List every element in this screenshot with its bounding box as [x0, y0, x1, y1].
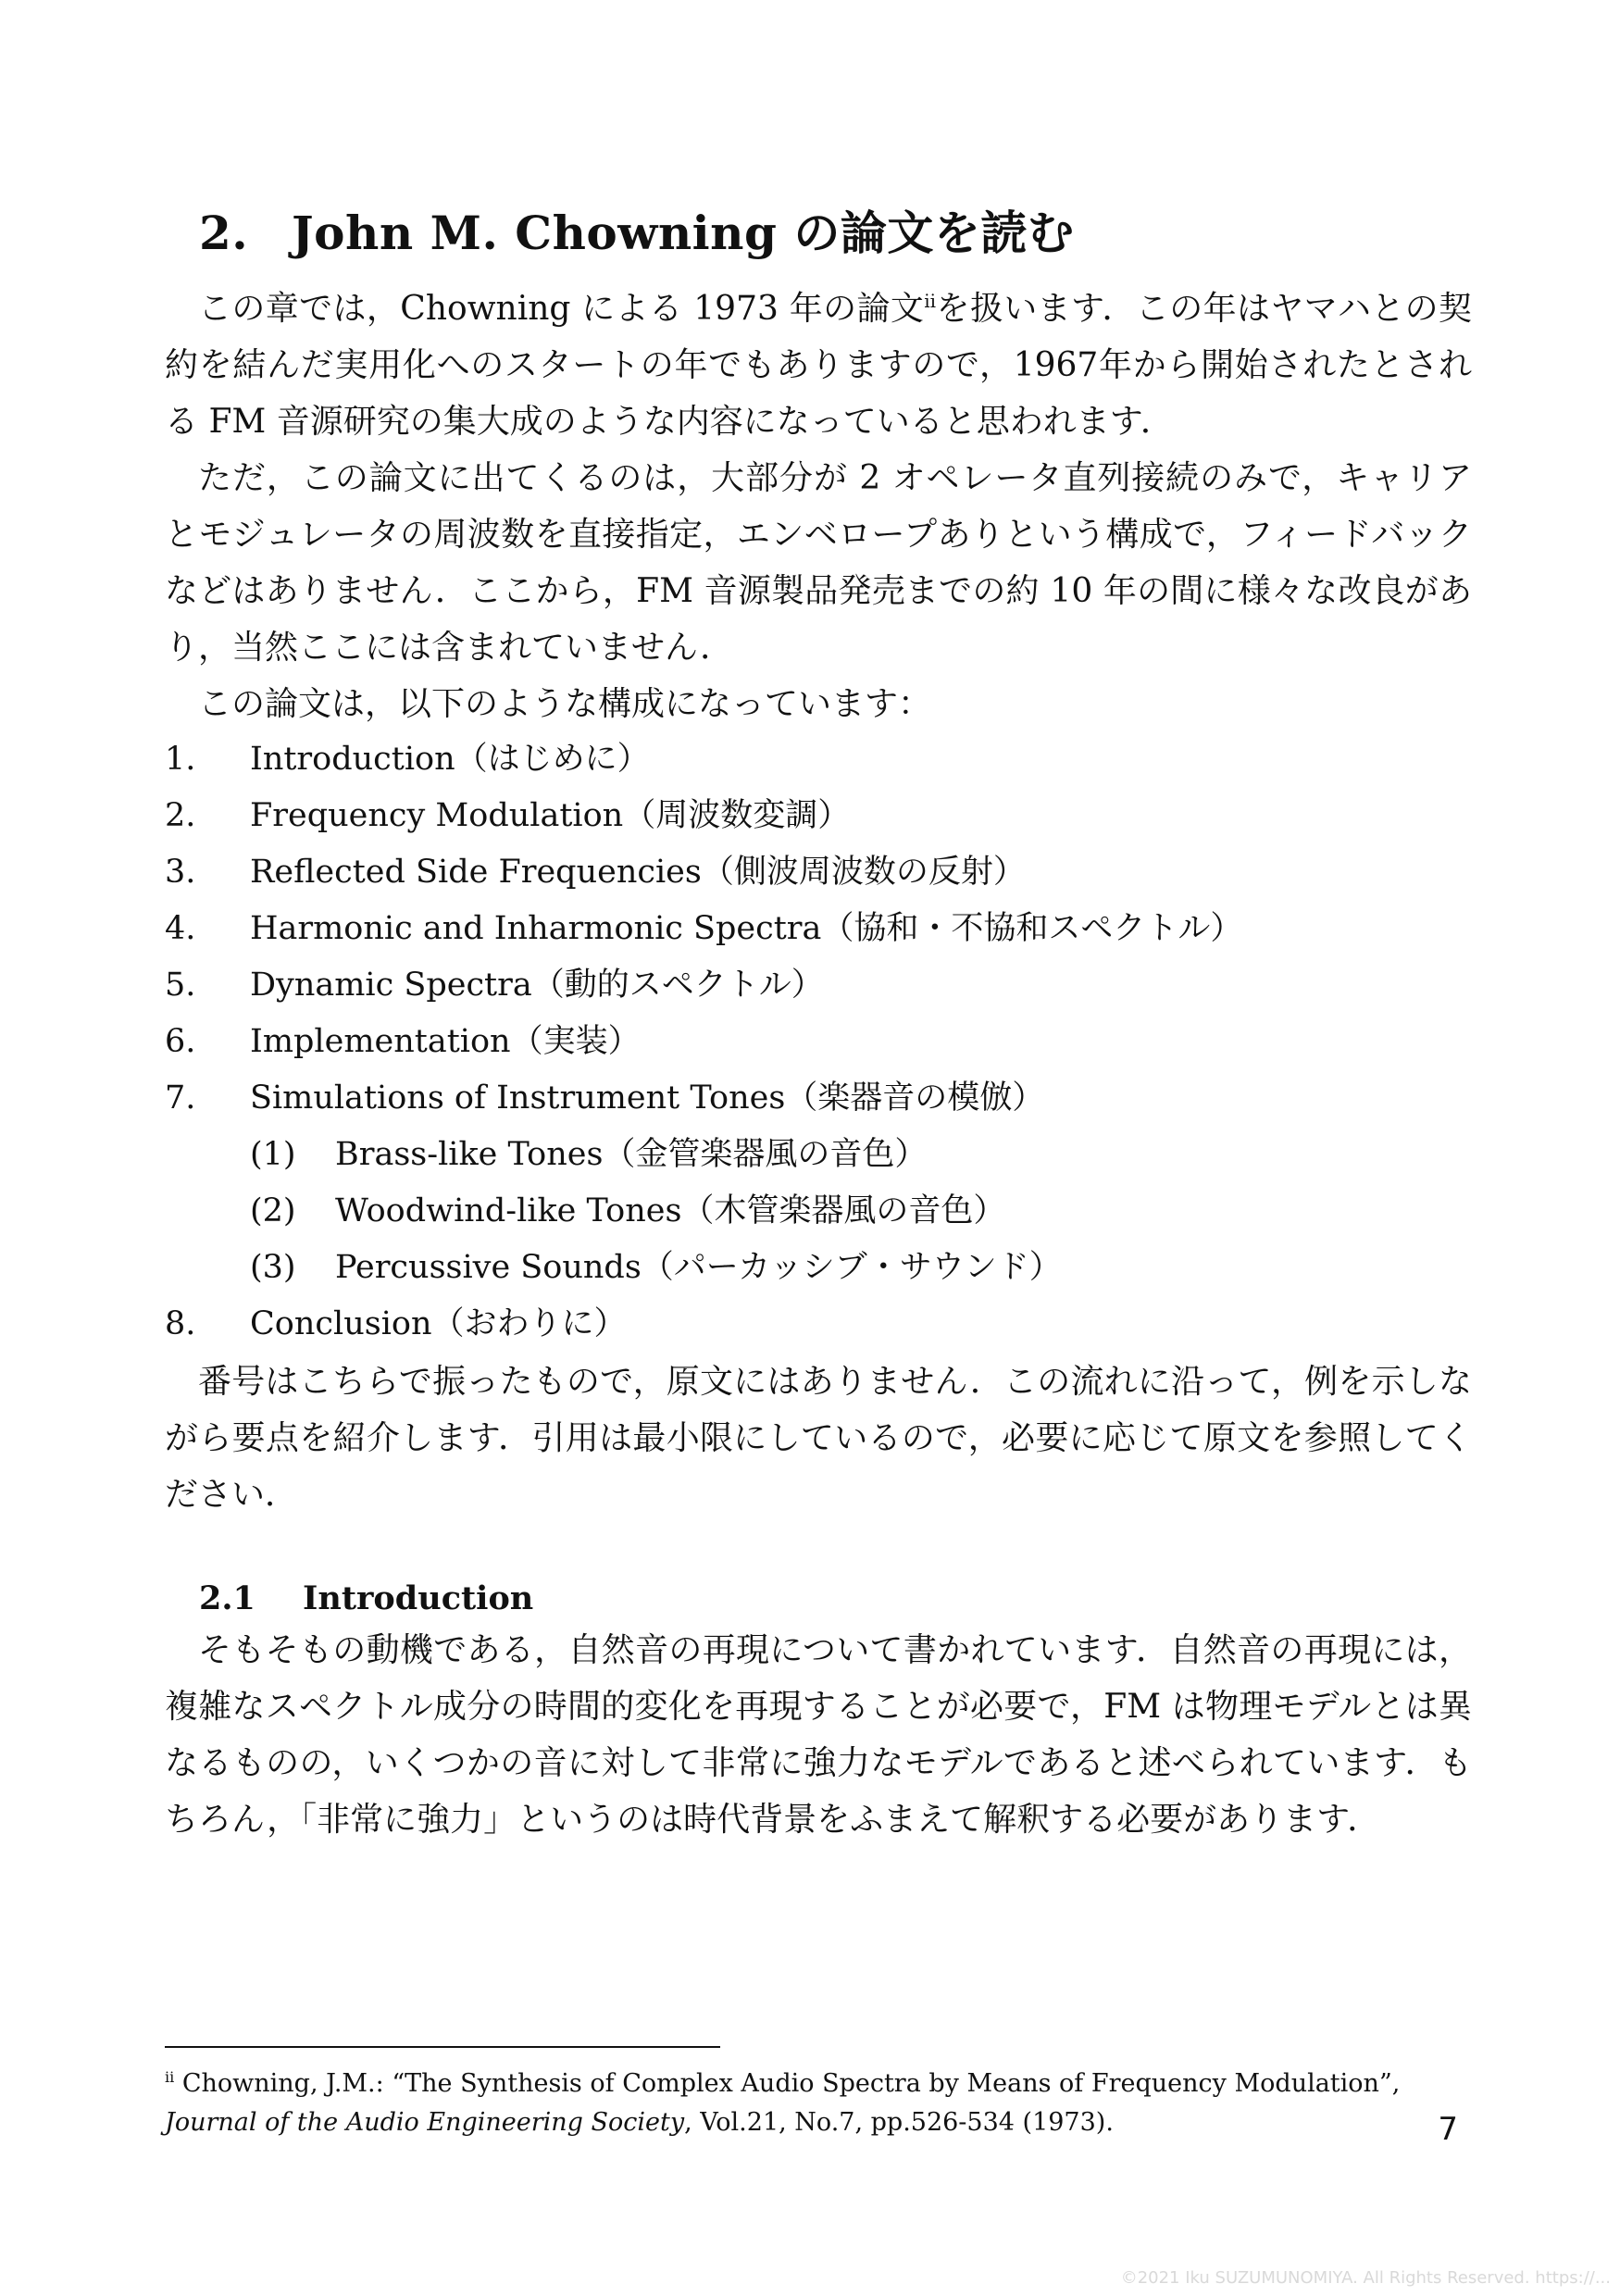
outline-subitem-number: (3)	[250, 1249, 296, 1286]
footnote-marker: ii	[165, 2068, 175, 2086]
intro-paragraph-1	[165, 281, 1472, 450]
outline-subitem-number: (2)	[250, 1192, 296, 1229]
outline-item-number: 7.	[165, 1079, 196, 1117]
footnote	[165, 2065, 1479, 2142]
outline-item-title: Implementation（実装）	[250, 1023, 641, 1060]
subsection-number: 2.1	[199, 1579, 255, 1617]
outline-item-title: Introduction（はじめに）	[250, 741, 650, 778]
outline-item-number: 2.	[165, 797, 196, 834]
outline-item-title: Dynamic Spectra（動的スペクトル）	[250, 967, 824, 1004]
outline-item-title: Simulations of Instrument Tones（楽器音の模倣）	[250, 1079, 1045, 1117]
outline-subitem-title: Woodwind-like Tones（木管楽器風の音色）	[335, 1192, 1006, 1229]
outline-item-number: 1.	[165, 741, 196, 778]
outline-subitem-title: Brass-like Tones（金管楽器風の音色）	[335, 1136, 928, 1173]
outline-item-title: Harmonic and Inharmonic Spectra（協和・不協和スペクトル）	[250, 910, 1243, 947]
outline-subitem-title: Percussive Sounds（パーカッシブ・サウンド）	[335, 1249, 1062, 1286]
subsection-title: Introduction	[303, 1579, 534, 1617]
footnote-ref[interactable]: ii	[924, 290, 937, 312]
intro-paragraph-1-part-b: を扱います．この年はヤマハとの契約を結んだ実用化へのスタートの年でもありますので，1967年から開始されたとされる FM 音源研究の集大成のような内容になっていると思われます．	[165, 290, 1472, 441]
subsection-heading	[199, 1579, 533, 1617]
outline-item-number: 3.	[165, 854, 196, 891]
footnote-divider	[165, 2046, 720, 2048]
outline-note-paragraph: 番号はこちらで振ったもので，原文にはありません．この流れに沿って，例を示しながら要点を紹介します．引用は最小限にしているので，必要に応じて原文を参照してください．	[165, 1363, 1472, 1514]
footnote-text-b: , Vol.21, No.7, pp.526-534 (1973).	[684, 2108, 1114, 2137]
footnote-journal: Journal of the Audio Engineering Society	[165, 2108, 685, 2137]
outline-subitem-number: (1)	[250, 1136, 296, 1173]
intro-paragraph-3: この論文は，以下のような構成になっています：	[198, 685, 932, 723]
intro-paragraph-1-part-a: この章では，Chowning による 1973 年の論文	[198, 290, 925, 328]
outline-item-title: Frequency Modulation（周波数変調）	[250, 797, 851, 834]
outline-item-title: Conclusion（おわりに）	[250, 1305, 627, 1342]
outline-item-number: 4.	[165, 910, 196, 947]
outline-item-number: 5.	[165, 967, 196, 1004]
section-title: John M. Chowning の論文を読む	[292, 206, 1075, 260]
subsection-paragraph: そもそもの動機である，自然音の再現について書かれています．自然音の再現には，複雑なスペクトル成分の時間的変化を再現することが必要で，FM は物理モデルとは異なるものの，いくつかの音に対して非常に強力なモデルであると述べられています．もちろん，「非常に強力」というのは時代背景をふまえて解釈する必要があります．	[165, 1631, 1472, 1839]
outline-item-title: Reflected Side Frequencies（側波周波数の反射）	[250, 854, 1026, 891]
copyright-notice: ©2021 Iku SUZUMUNOMIYA. All Rights Reserved. https://...	[1120, 2268, 1611, 2288]
outline-item-number: 8.	[165, 1305, 196, 1342]
section-number: 2.	[199, 206, 249, 260]
page-number: 7	[1438, 2111, 1458, 2148]
footnote-text-a: Chowning, J.M.: “The Synthesis of Complex Audio Spectra by Means of Frequency Modulation”,	[181, 2069, 1401, 2098]
intro-paragraph-2: ただ，この論文に出てくるのは，大部分が 2 オペレータ直列接続のみで，キャリアとモジュレータの周波数を直接指定，エンベロープありという構成で，フィードバックなどはありません．ここから，FM 音源製品発売までの約 10 年の間に様々な改良があり，当然ここには含まれていません．	[165, 459, 1472, 667]
outline-item-number: 6.	[165, 1023, 196, 1060]
section-heading	[199, 196, 1074, 263]
